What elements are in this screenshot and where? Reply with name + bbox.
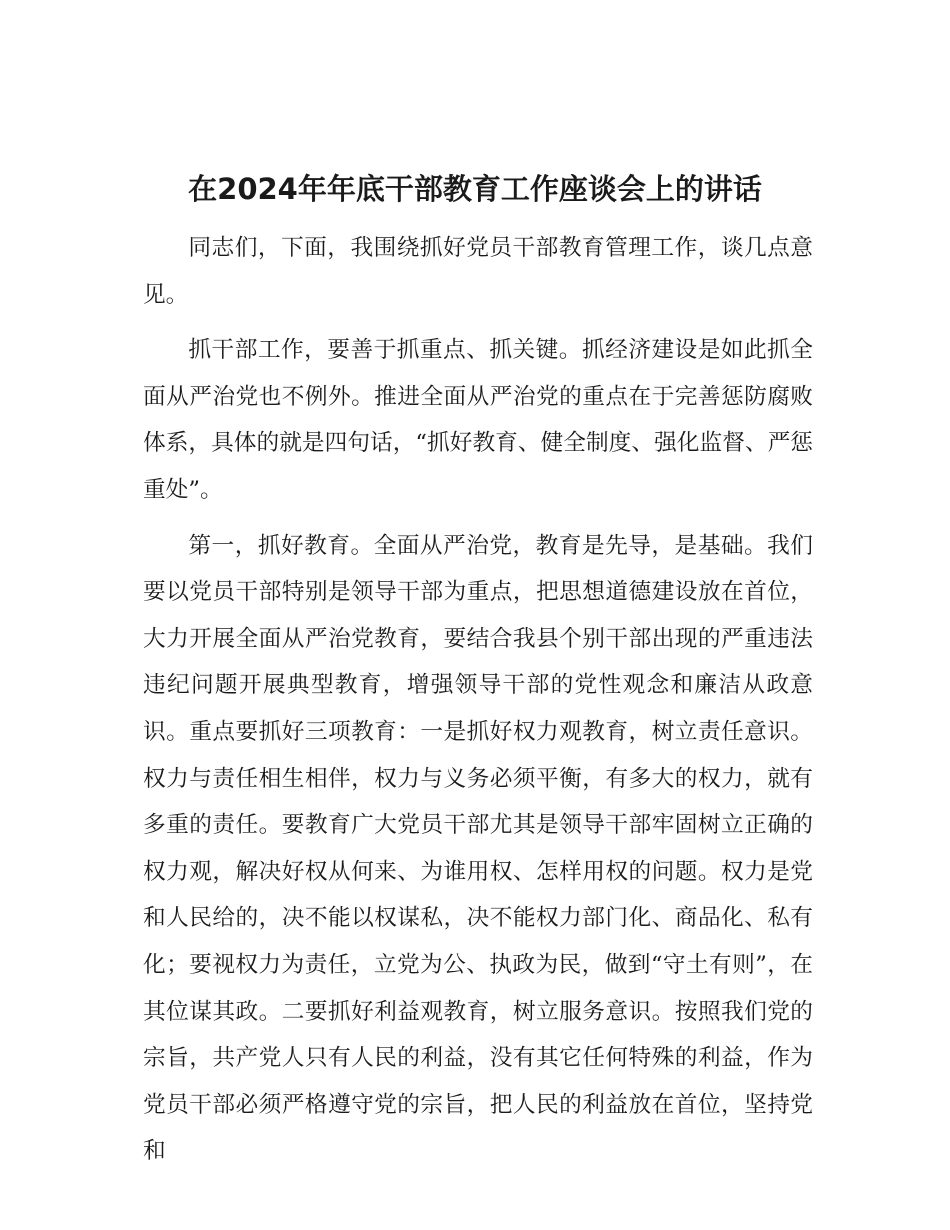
paragraph-key-points: 抓干部工作，要善于抓重点、抓关键。抓经济建设是如此抓全面从严治党也不例外。推进全面从严治党的重点在于完善惩防腐败体系，具体的就是四句话，“抓好教育、健全制度、强化监督、严惩重处”。 — [143, 337, 813, 503]
document-body — [143, 225, 813, 1184]
paragraph-greeting: 同志们，下面，我围绕抓好党员干部教育管理工作，谈几点意见。 — [143, 235, 813, 308]
paragraph-education: 第一，抓好教育。全面从严治党，教育是先导，是基础。我们要以党员干部特别是领导干部为重点，把思想道德建设放在首位，大力开展全面从严治党教育，要结合我县个别干部出现的严重违法违纪问题开展典型教育，增强领导干部的党性观念和廉洁从政意识。重点要抓好三项教育：一是抓好权力观教育，树立责任意识。权力与责任相生相伴，权力与义务必须平衡，有多大的权力，就有多重的责任。要教育广大党员干部尤其是领导干部牢固树立正确的权力观，解决好权从何来、为谁用权、怎样用权的问题。权力是党和人民给的，决不能以权谋私，决不能权力部门化、商品化、私有化；要视权力为责任，立党为公、执政为民，做到“守土有则”，在其位谋其政。二要抓好利益观教育，树立服务意识。按照我们党的宗旨，共产党人只有人民的利益，没有其它任何特殊的利益，作为党员干部必须严格遵守党的宗旨，把人民的利益放在首位，坚持党和 — [143, 532, 813, 1165]
document-title: 在2024年年底干部教育工作座谈会上的讲话 — [188, 172, 762, 206]
